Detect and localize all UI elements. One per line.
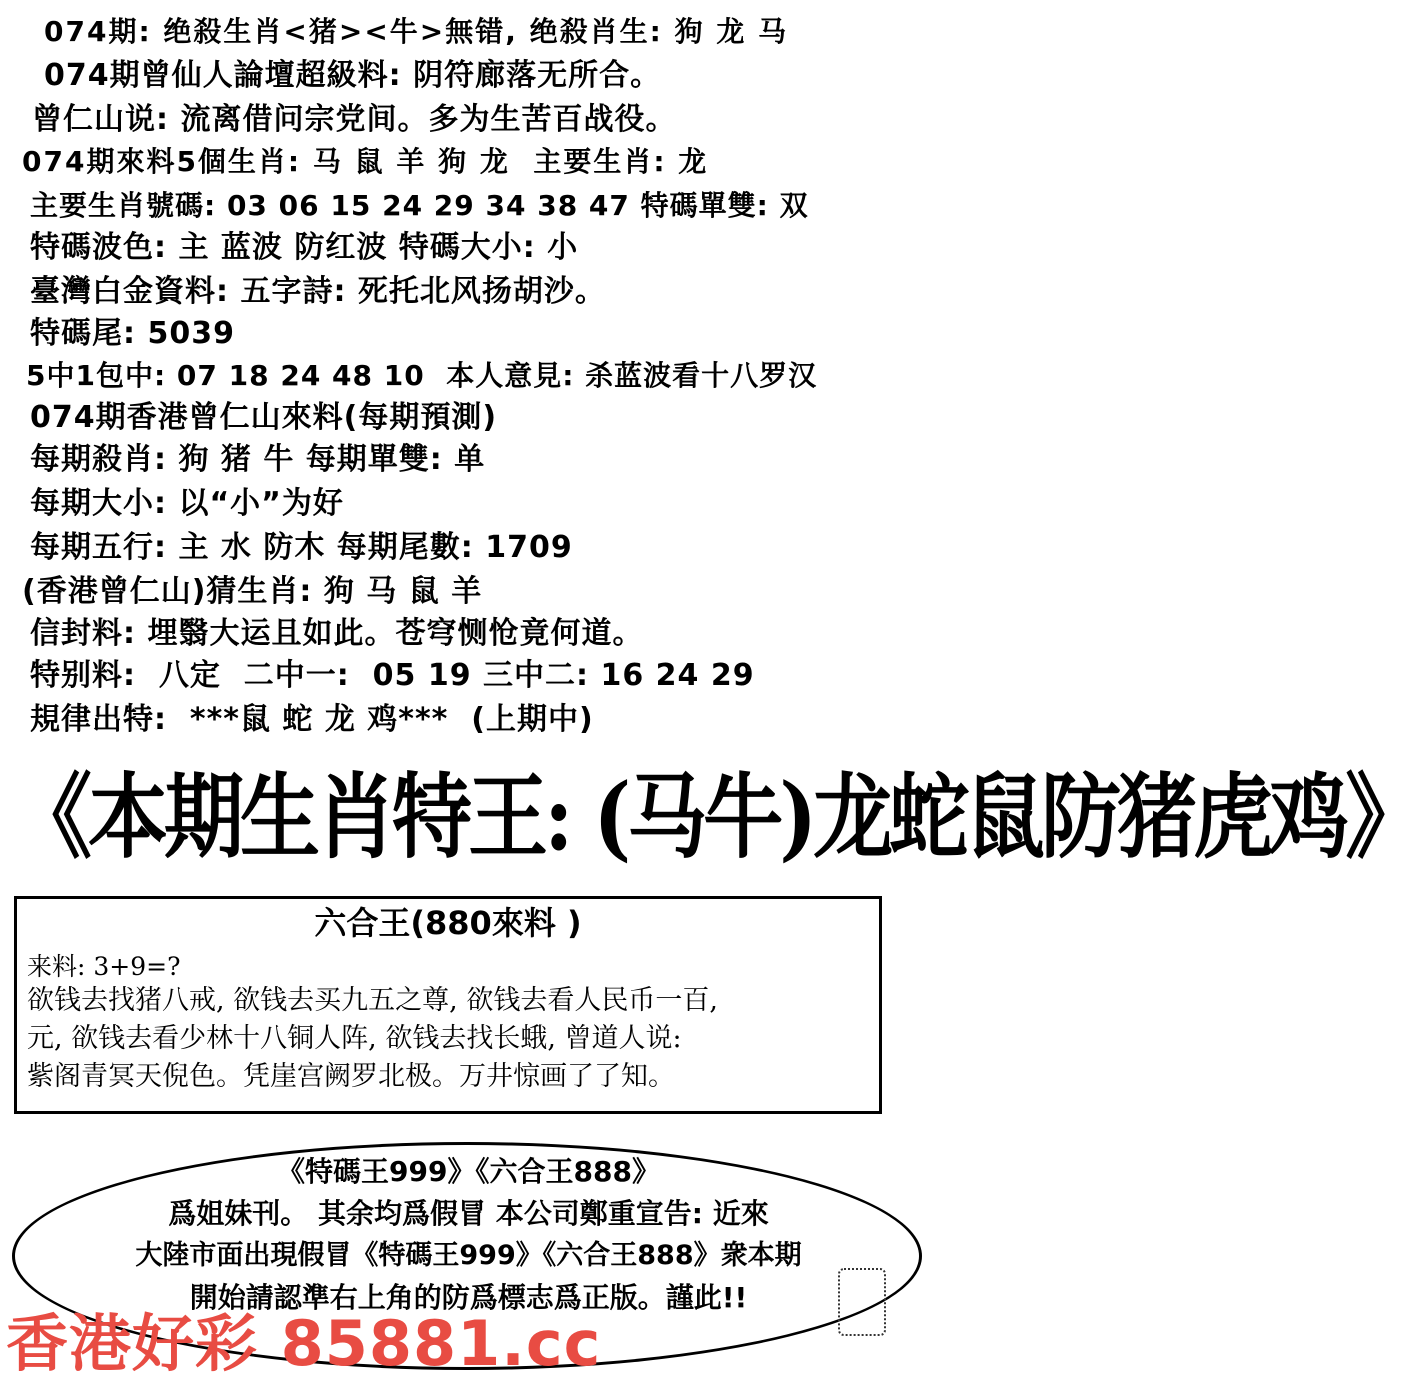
zeng-renshan-line: 曾仁山说: 流离借问宗党间。多为生苦百战役。 (32, 102, 677, 137)
anti-fake-seal-icon (838, 1268, 886, 1336)
notice-title: 《特碼王999》《六合王888》 (277, 1155, 660, 1188)
notice-line: 大陸市面出現假冒《特碼王999》《六合王888》衆本期 (135, 1240, 802, 1271)
taiwan-data-line: 臺灣白金資料: 五字詩: 死托北风扬胡沙。 (30, 274, 606, 309)
size-line: 每期大小: 以“小”为好 (30, 486, 344, 521)
notice-line: 開始請認準右上角的防爲標志爲正版。謹此!! (189, 1281, 748, 1314)
tail-line: 特碼尾: 5039 (30, 316, 235, 351)
five-zodiac-line: 074期來料5個生肖: 马 鼠 羊 狗 龙 主要生肖: 龙 (22, 145, 709, 178)
liuhe-box (14, 896, 882, 1114)
kill-zodiac-line: 每期殺肖: 狗 猪 牛 每期單雙: 单 (30, 442, 486, 477)
issue-kill-line: 074期: 绝殺生肖<猪><牛>無错, 绝殺肖生: 狗 龙 马 (44, 15, 789, 48)
five-elements-line: 每期五行: 主 水 防木 每期尾數: 1709 (30, 530, 573, 565)
notice-line: 爲姐妹刊。 其余均爲假冒 本公司鄭重宣告: 近來 (168, 1197, 769, 1230)
headline-banner: 《本期生肖特王: (马牛)龙蛇鼠防猪虎鸡》 (12, 762, 1421, 871)
guess-zodiac-line: (香港曾仁山)猜生肖: 狗 马 鼠 羊 (22, 574, 483, 609)
box-line: 元, 欲钱去看少林十八铜人阵, 欲钱去找长蛾, 曾道人说: (27, 1023, 682, 1054)
wave-color-line: 特碼波色: 主 蓝波 防红波 特碼大小: 小 (30, 230, 579, 265)
zeng-forum-line: 074期曾仙人論壇超級料: 阴符廊落无所合。 (44, 58, 662, 93)
box-line: 欲钱去找猪八戒, 欲钱去买九五之尊, 欲钱去看人民币一百, (27, 985, 718, 1016)
envelope-line: 信封料: 埋翳大运且如此。苍穹恻怆竟何道。 (30, 616, 644, 651)
site-watermark: 香港好彩 85881.cc (6, 1307, 602, 1380)
box-line: 紫阁青冥天倪色。凭崖宫阙罗北极。万井惊画了了知。 (27, 1061, 675, 1092)
hk-zeng-line: 074期香港曾仁山來料(每期預測) (30, 400, 498, 435)
five-in-one-line: 5中1包中: 07 18 24 48 10 本人意見: 杀蓝波看十八罗汉 (26, 359, 818, 392)
special-line: 特别料: 八定 二中一: 05 19 三中二: 16 24 29 (30, 658, 755, 693)
box-title: 六合王(880來料 ) (314, 904, 582, 942)
pattern-line: 規律出特: ***鼠 蛇 龙 鸡*** (上期中) (30, 702, 594, 737)
main-numbers-line: 主要生肖號碼: 03 06 15 24 29 34 38 47 特碼單雙: 双 (30, 189, 809, 222)
box-line: 来料: 3+9=? (27, 952, 181, 981)
